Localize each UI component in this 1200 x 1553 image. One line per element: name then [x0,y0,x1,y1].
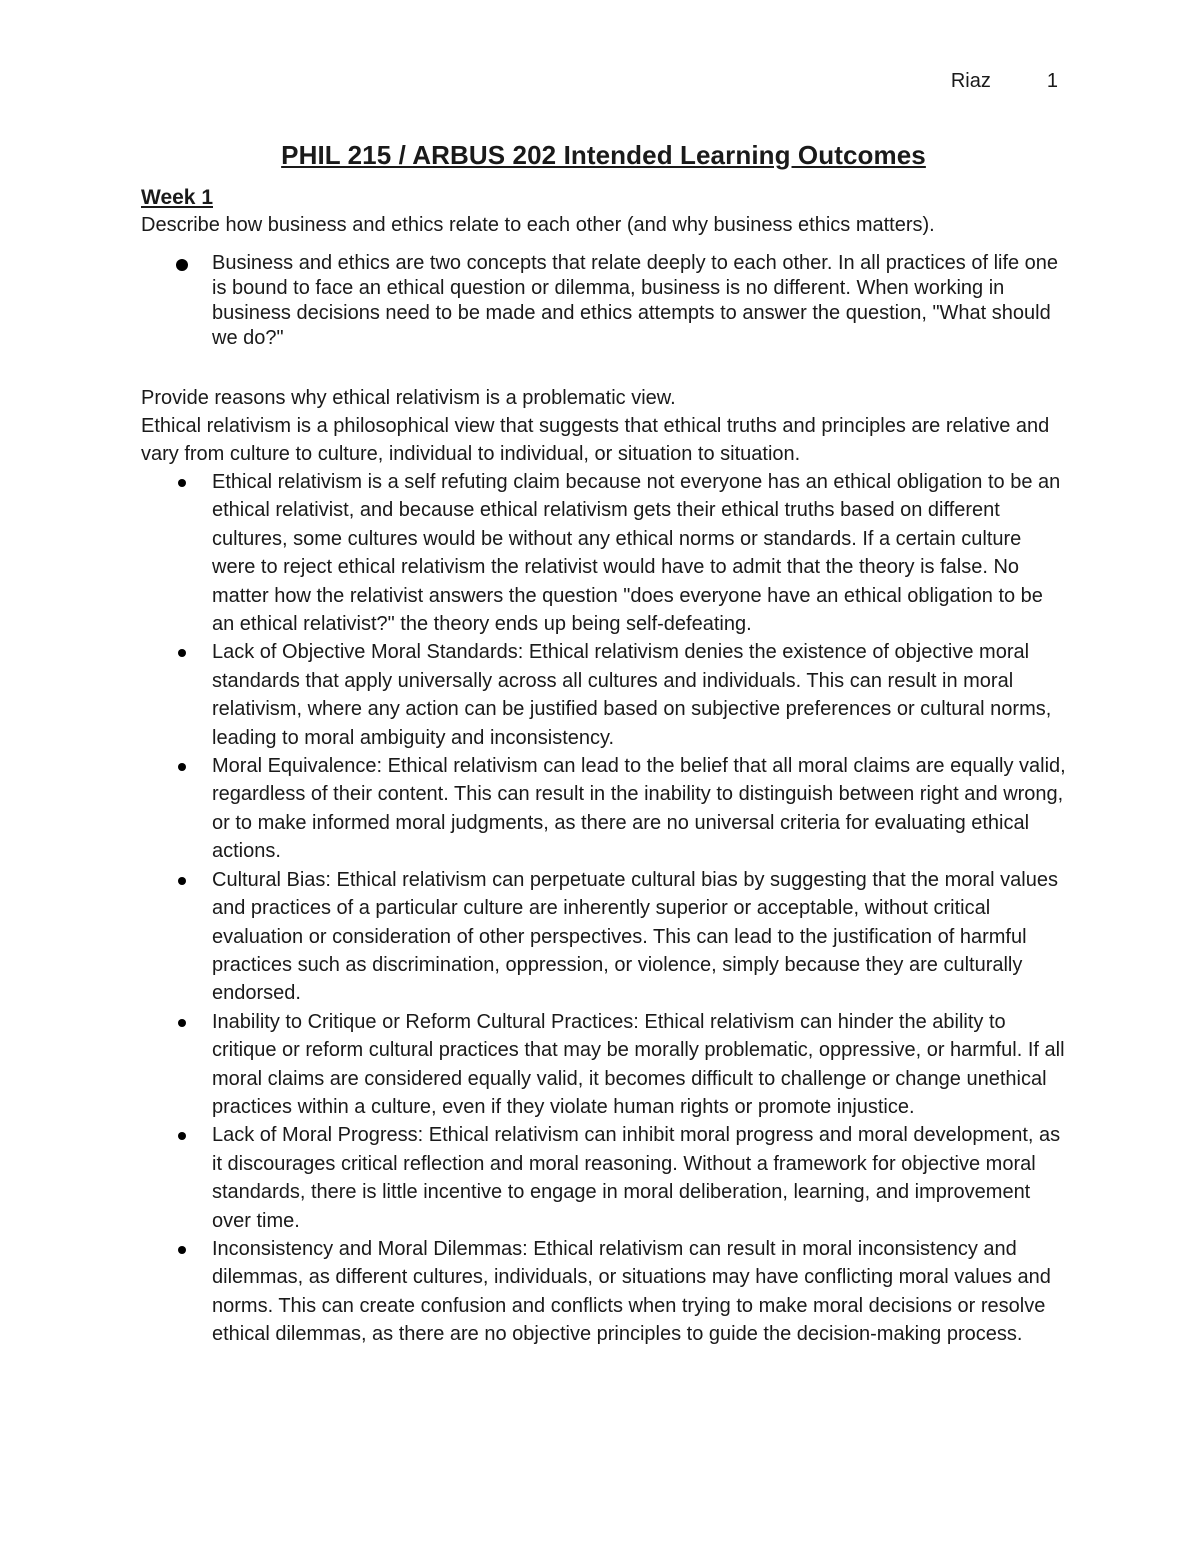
bullet-icon [178,1246,186,1254]
list-item-text: Lack of Objective Moral Standards: Ethical relativism denies the existence of objective moral standards that apply universally across all cultures and individuals. This can result in moral relativism, where any action can be justified based on subjective preferences or cultural norms, leading to moral ambiguity and inconsistency. [212,641,1052,749]
list-item-text: Moral Equivalence: Ethical relativism can lead to the belief that all moral claims are equally valid, regardless of their content. This can result in the inability to distinguish between right and wrong, or to make informed moral judgments, as there are no universal criteria for evaluating ethical actions. [212,755,1066,863]
bullet-icon [178,1019,186,1027]
week-heading: Week 1 [141,186,213,209]
bullet-icon [178,649,186,657]
document-body [141,140,1066,1349]
relativism-intro: Ethical relativism is a philosophical view that suggests that ethical truths and principles are relative and vary from culture to culture, individual to individual, or situation to situation. [141,415,1050,465]
list-item [141,251,1066,351]
outcome-prompt-2: Provide reasons why ethical relativism is a problematic view. [141,387,676,409]
list-item-text: Lack of Moral Progress: Ethical relativism can inhibit moral progress and moral development, as it discourages critical reflection and moral reasoning. Without a framework for objective moral standards, there is little incentive to engage in moral deliberation, learning, and improvement over time. [212,1124,1061,1232]
page-header [951,70,1058,93]
outcome-1-list [141,251,1066,351]
list-item [141,866,1066,1008]
list-item-text: Cultural Bias: Ethical relativism can perpetuate cultural bias by suggesting that the moral values and practices of a particular culture are inherently superior or acceptable, without critical evaluation or consideration of other perspectives. This can lead to the justification of harmful practices such as discrimination, oppression, or violence, simply because they are culturally endorsed. [212,868,1058,1005]
list-item [141,1008,1066,1122]
document-title: PHIL 215 / ARBUS 202 Intended Learning Outcomes [281,140,926,170]
spacer [141,351,1066,384]
bullet-icon [178,1132,186,1140]
outcome-2-list [141,468,1066,1349]
list-item [141,638,1066,752]
list-item [141,468,1066,638]
header-author: Riaz [950,70,991,92]
bullet-icon [176,259,188,271]
list-item-text: Inconsistency and Moral Dilemmas: Ethical relativism can result in moral inconsistency and dilemmas, as different cultures, individuals, or situations may have conflicting moral values and norms. This can create confusion and conflicts when trying to make moral decisions or resolve ethical dilemmas, as there are no objective principles to guide the decision-making process. [212,1237,1051,1346]
list-item [141,1235,1066,1349]
bullet-icon [178,479,186,487]
outcome-prompt-1: Describe how business and ethics relate to each other (and why business ethics matters). [141,214,935,236]
list-item-text: Business and ethics are two concepts that relate deeply to each other. In all practices of life one is bound to face an ethical question or dilemma, business is no different. When working in business decisions need to be made and ethics attempts to answer the question, "What should we do?" [212,252,1059,349]
list-item-text: Inability to Critique or Reform Cultural Practices: Ethical relativism can hinder the ability to critique or reform cultural practices that may be morally problematic, oppressive, or harmful. If all moral claims are considered equally valid, it becomes difficult to challenge or change unethical practices within a culture, even if they violate human rights or promote injustice. [212,1010,1065,1118]
list-item [141,1121,1066,1235]
bullet-icon [178,763,186,771]
list-item [141,752,1066,866]
list-item-text: Ethical relativism is a self refuting claim because not everyone has an ethical obligation to be an ethical relativist, and because ethical relativism gets their ethical truths based on different cultures, some cultures would be without any ethical norms or standards. If a certain culture were to reject ethical relativism the relativist would have to admit that the theory is false. No matter how the relativist answers the question "does everyone have an ethical obligation to be an ethical relativist?" the theory ends up being self-defeating. [212,471,1061,636]
header-page-number: 1 [1046,70,1058,92]
bullet-icon [178,877,186,885]
